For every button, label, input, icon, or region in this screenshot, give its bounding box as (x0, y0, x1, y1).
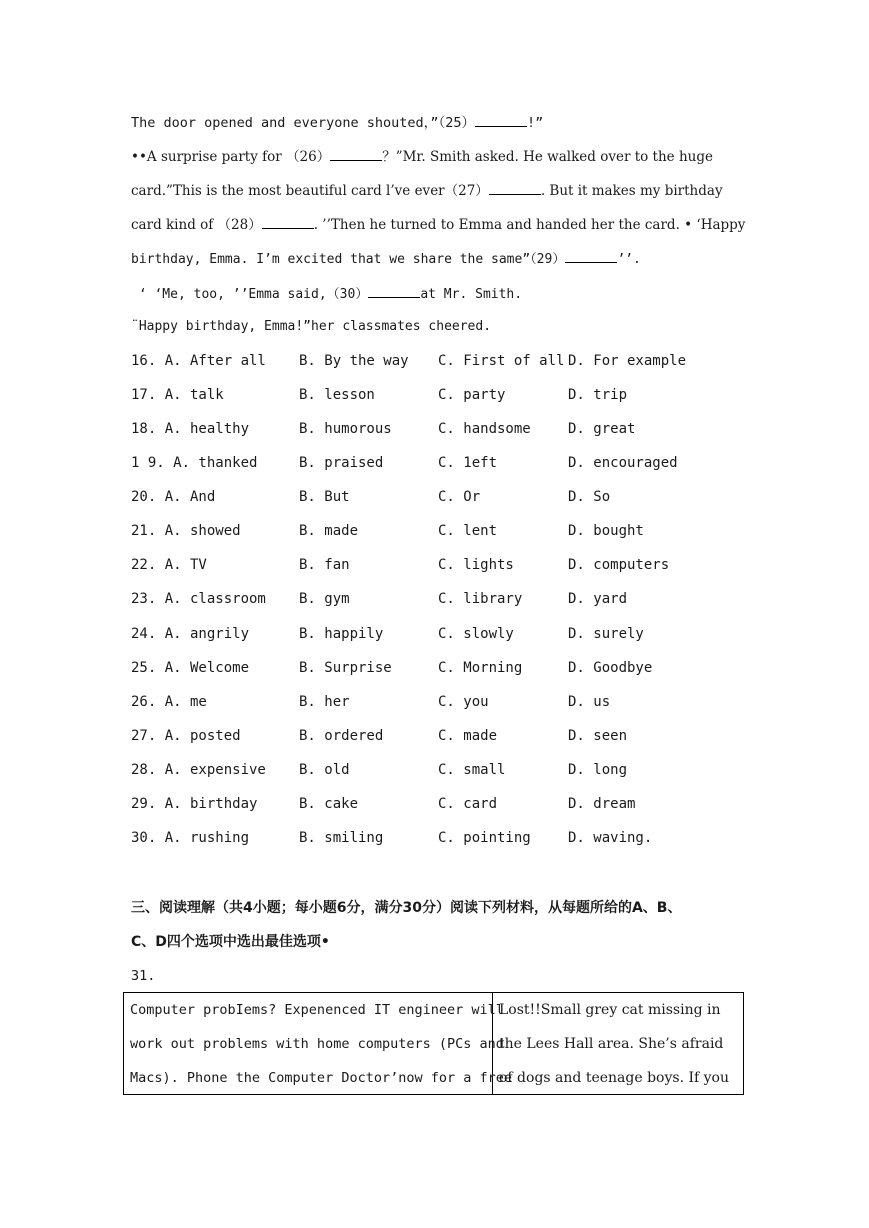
passage-line-3 (131, 180, 723, 201)
option-a-with-number: 25. A. Welcome (131, 660, 250, 676)
option-a-with-number: 29. A. birthday (131, 796, 258, 812)
passage-text: !” (526, 115, 544, 131)
option-b: B. lesson (299, 387, 375, 403)
passage-text: ••A surprise party for （26） (131, 149, 331, 165)
option-a-with-number: 1 9. A. thanked (131, 455, 258, 471)
option-d: D. yard (568, 591, 628, 607)
option-a-with-number: 28. A. expensive (131, 762, 266, 778)
passage-text: at Mr. Smith. (420, 287, 523, 302)
option-c: C. made (438, 728, 498, 744)
option-c: C. lent (438, 523, 498, 539)
ad-lost-cat (493, 993, 743, 1094)
option-d: D. waving. (568, 830, 653, 846)
option-d: D. trip (568, 387, 628, 403)
passage-text: ‘ ‘Me, too, ’’Emma said,（30） (131, 287, 369, 302)
answer-blank-28 (262, 214, 314, 229)
passage-text: birthday, Emma. I’m excited that we share the same”（29） (131, 252, 566, 267)
option-c: C. pointing (438, 830, 531, 846)
option-b: B. smiling (299, 830, 384, 846)
option-c: C. 1eft (438, 455, 498, 471)
passage-line-6 (131, 283, 522, 305)
ad-line: the Lees Hall area. She’s afraid (499, 1036, 724, 1052)
section-heading-continued: C、D四个选项中选出最佳选项• (131, 934, 330, 950)
passage-line-7 (131, 317, 491, 337)
option-a-with-number: 24. A. angrily (131, 626, 250, 642)
option-d: D. long (568, 762, 628, 778)
option-c: C. handsome (438, 421, 531, 437)
option-d: D. us (568, 694, 611, 710)
passage-text: The door opened and everyone shouted，”（25） (131, 115, 475, 131)
passage-line-4 (131, 214, 745, 235)
option-a-with-number: 22. A. TV (131, 557, 207, 573)
option-c: C. small (438, 762, 506, 778)
option-b: B. her (299, 694, 350, 710)
ad-computer-doctor (124, 993, 513, 1094)
option-b: B. ordered (299, 728, 384, 744)
answer-blank-26 (330, 146, 382, 161)
option-d: D. Goodbye (568, 660, 653, 676)
option-a-with-number: 27. A. posted (131, 728, 241, 744)
option-b: B. gym (299, 591, 350, 607)
ad-line: work out problems with home computers (PCs and (130, 1036, 504, 1052)
passage-text: ¨Happy birthday, Emma!”her classmates cheered. (131, 319, 492, 334)
option-a-with-number: 20. A. And (131, 489, 216, 505)
option-b: B. happily (299, 626, 384, 642)
option-a-with-number: 30. A. rushing (131, 830, 250, 846)
option-c: C. Or (438, 489, 481, 505)
option-d: D. So (568, 489, 611, 505)
option-b: B. humorous (299, 421, 392, 437)
question-number: 31. (131, 968, 156, 984)
option-b: B. Surprise (299, 660, 392, 676)
option-b: B. By the way (299, 353, 409, 369)
passage-line-1 (131, 112, 543, 133)
option-c: C. party (438, 387, 506, 403)
answer-blank-25 (475, 112, 527, 127)
ad-line: Macs). Phone the Computer Doctor’now for a free (130, 1070, 513, 1086)
option-a-with-number: 21. A. showed (131, 523, 241, 539)
section-heading: 三、阅读理解（共4小题；每小题6分，满分30分）阅读下列材料，从每题所给的A、B、 (131, 900, 682, 916)
option-c: C. card (438, 796, 498, 812)
option-b: B. praised (299, 455, 384, 471)
answer-blank-30 (368, 283, 420, 298)
answer-blank-27 (489, 180, 541, 195)
option-c: C. library (438, 591, 523, 607)
option-d: D. dream (568, 796, 636, 812)
option-a-with-number: 23. A. classroom (131, 591, 266, 607)
ad-line: Lost!!Small grey cat missing in (499, 1002, 721, 1018)
option-c: C. slowly (438, 626, 514, 642)
option-c: C. lights (438, 557, 514, 573)
option-c: C. Morning (438, 660, 523, 676)
ad-line: Computer probIems? Expenenced IT engineer will (130, 1002, 504, 1018)
option-d: D. encouraged (568, 455, 678, 471)
option-b: B. old (299, 762, 350, 778)
option-a-with-number: 16. A. After all (131, 353, 266, 369)
option-b: B. fan (299, 557, 350, 573)
passage-line-2 (131, 146, 713, 167)
passage-text: ’’. (617, 252, 641, 267)
option-a-with-number: 17. A. talk (131, 387, 224, 403)
option-c: C. First of all (438, 353, 565, 369)
option-b: B. But (299, 489, 350, 505)
option-b: B. made (299, 523, 359, 539)
answer-blank-29 (565, 248, 617, 263)
option-a-with-number: 18. A. healthy (131, 421, 250, 437)
ad-line: of dogs and teenage boys. If you (499, 1070, 729, 1086)
option-d: D. surely (568, 626, 644, 642)
option-a-with-number: 26. A. me (131, 694, 207, 710)
option-c: C. you (438, 694, 489, 710)
passage-text: card kind of （28） (131, 217, 262, 233)
option-d: D. computers (568, 557, 670, 573)
passage-text: . But it makes my birthday (540, 183, 723, 199)
option-d: D. For example (568, 353, 687, 369)
passage-line-5 (131, 248, 641, 270)
option-d: D. great (568, 421, 636, 437)
ads-table (123, 992, 744, 1095)
passage-text: card.”This is the most beautiful card l’ve ever（27） (131, 183, 489, 199)
passage-text: . ’’Then he turned to Emma and handed her the card. • ‘Happy (313, 217, 746, 233)
passage-text: ？”Mr. Smith asked. He walked over to the huge (382, 149, 713, 165)
option-b: B. cake (299, 796, 359, 812)
option-d: D. bought (568, 523, 644, 539)
option-d: D. seen (568, 728, 628, 744)
